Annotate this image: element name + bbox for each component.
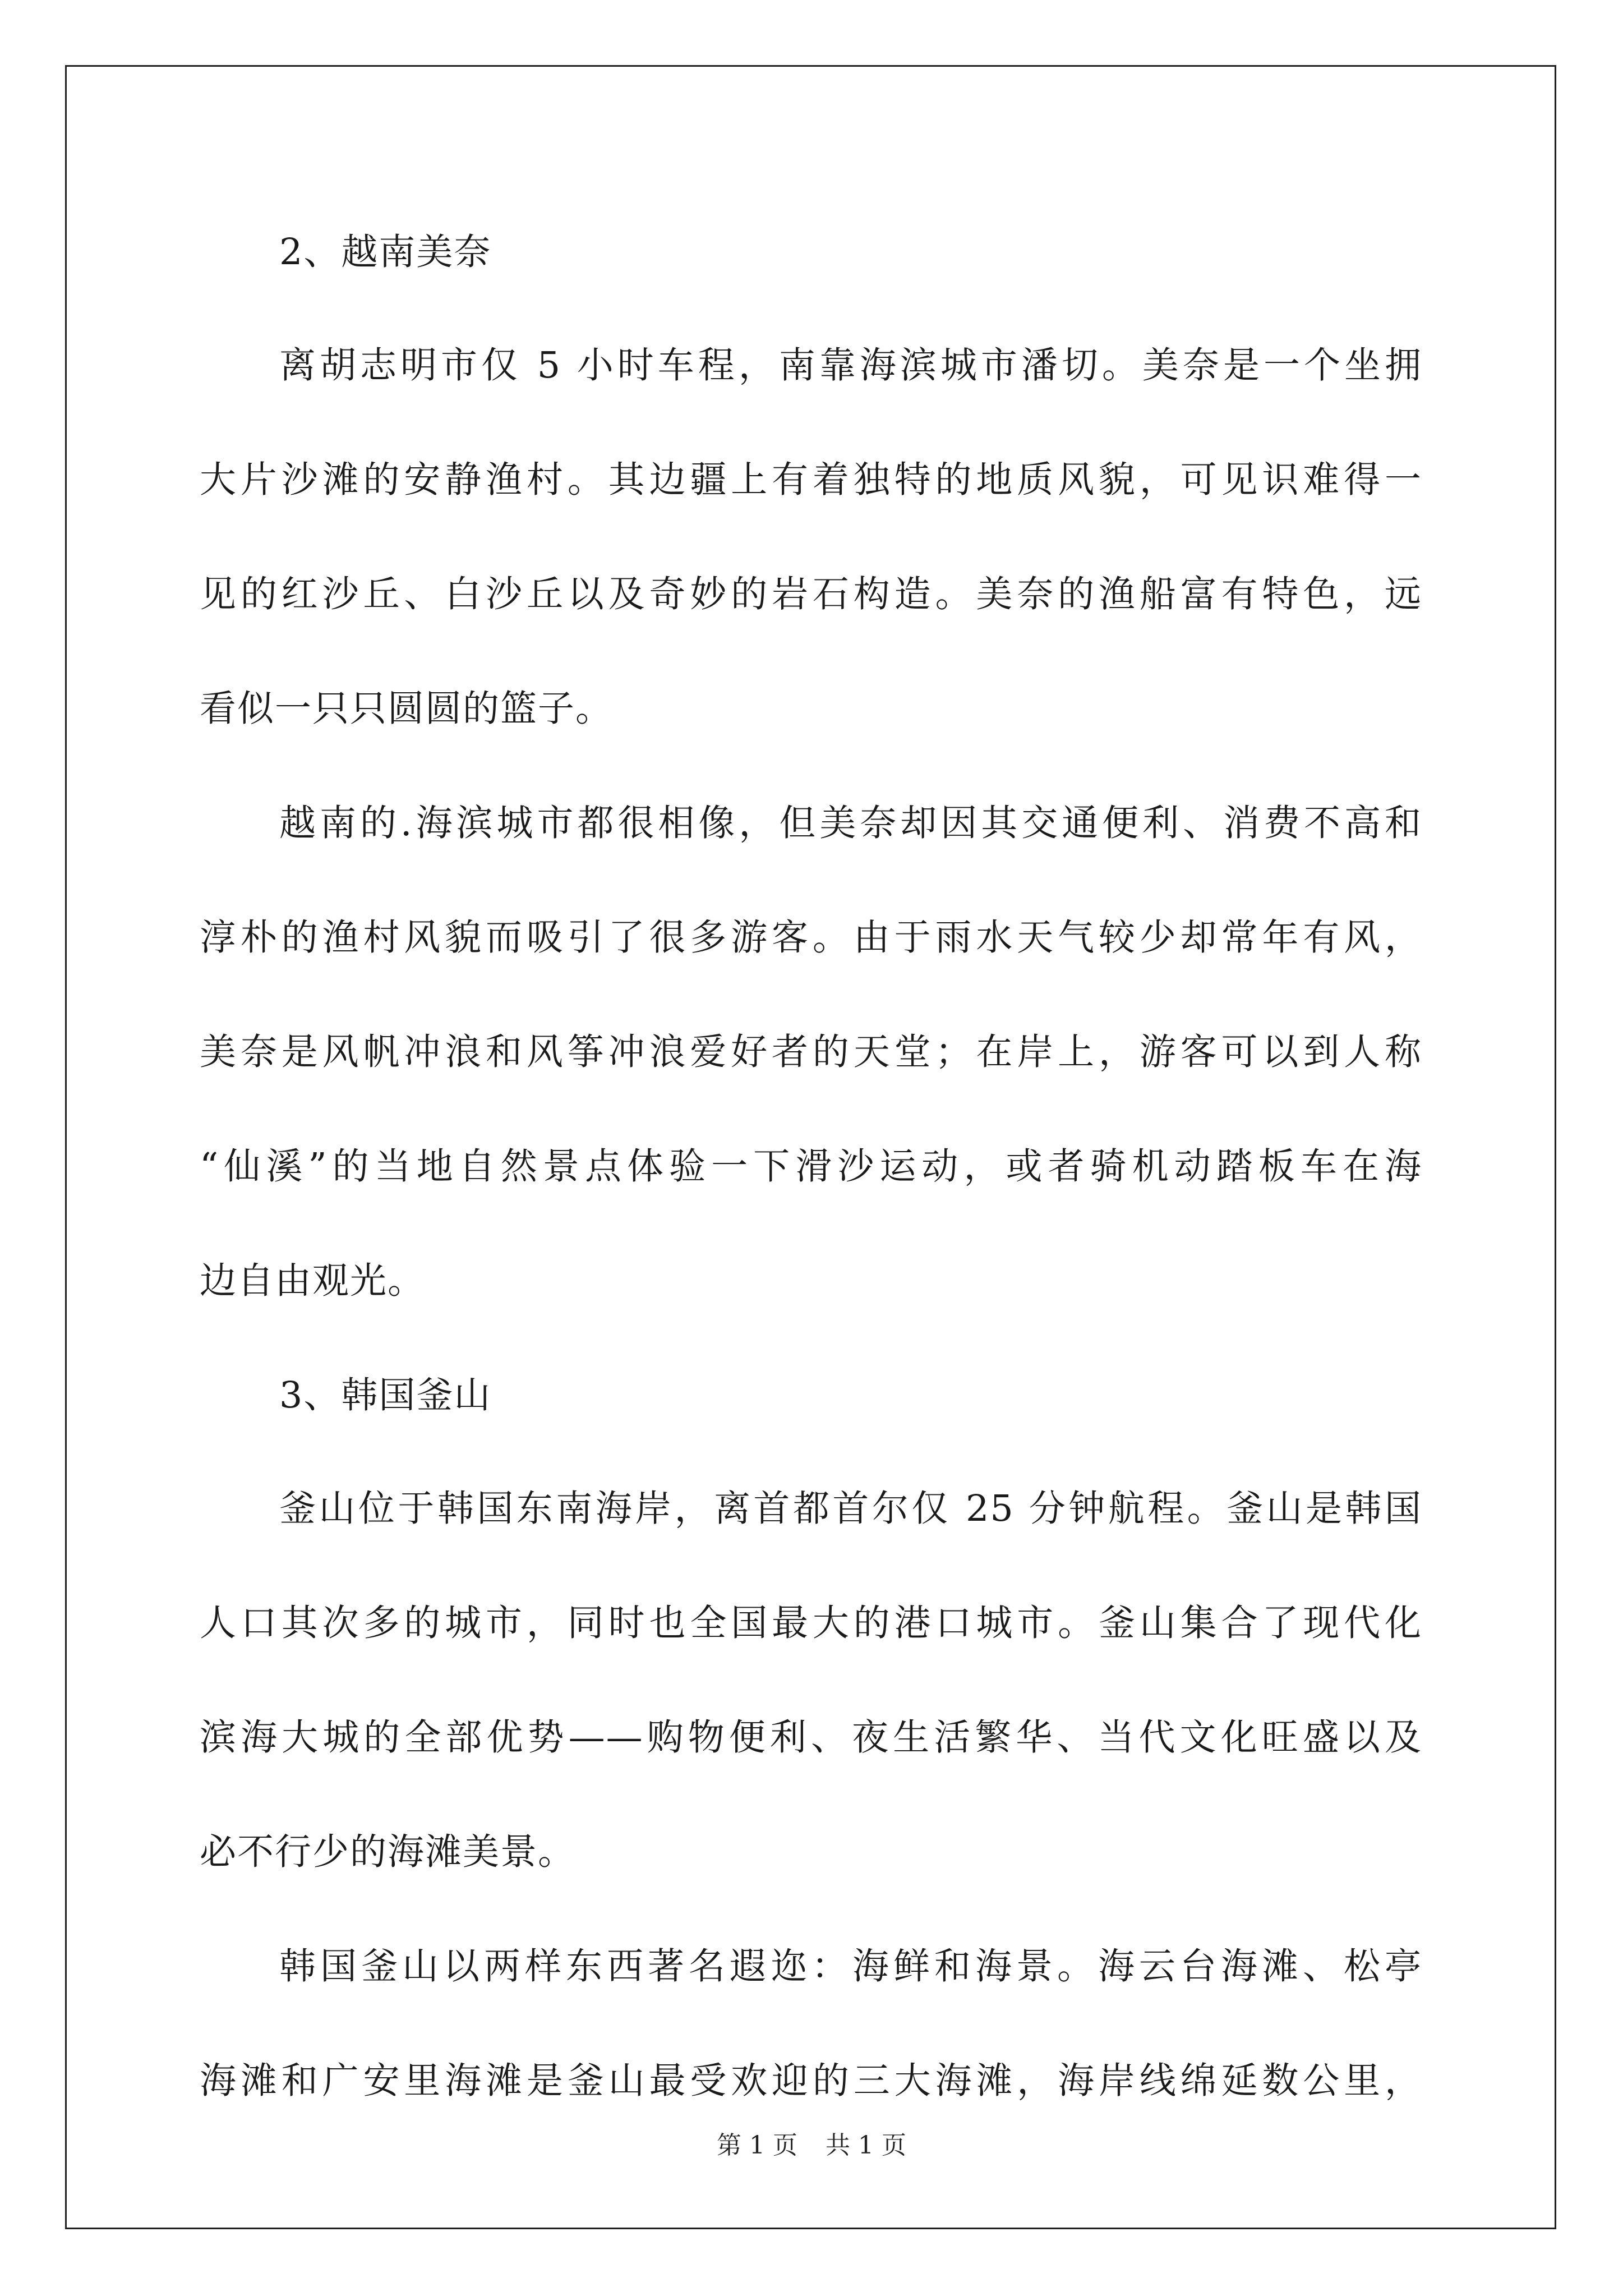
- paragraph-line: 釜山位于韩国东南海岸，离首都首尔仅 25 分钟航程。釜山是韩国: [279, 1488, 1422, 1530]
- document-body: [200, 219, 1422, 2162]
- paragraph-line: 见的红沙丘、白沙丘以及奇妙的岩石构造。美奈的渔船富有特色，远: [200, 573, 1422, 615]
- page-footer: [0, 2129, 1623, 2162]
- section-heading-vietnam: 2、越南美奈: [279, 231, 492, 273]
- paragraph-line: 边自由观光。: [200, 1260, 426, 1302]
- paragraph-line: 韩国釜山以两样东西著名遐迩：海鲜和海景。海云台海滩、松亭: [279, 1945, 1422, 1987]
- paragraph-line: “仙溪”的当地自然景点体验一下滑沙运动，或者骑机动踏板车在海: [200, 1145, 1422, 1188]
- page-number: 第 1 页: [717, 2131, 797, 2160]
- paragraph-line: 看似一只只圆圆的篮子。: [200, 688, 614, 730]
- paragraph-line: 人口其次多的城市，同时也全国最大的港口城市。釜山集合了现代化: [200, 1602, 1422, 1644]
- paragraph-line: 海滩和广安里海滩是釜山最受欢迎的三大海滩，海岸线绵延数公里，: [200, 2060, 1422, 2102]
- paragraph-line: 美奈是风帆冲浪和风筝冲浪爱好者的天堂；在岸上，游客可以到人称: [200, 1031, 1422, 1073]
- paragraph-line: 离胡志明市仅 5 小时车程，南靠海滨城市潘切。美奈是一个坐拥: [279, 344, 1422, 386]
- paragraph-line: 淳朴的渔村风貌而吸引了很多游客。由于雨水天气较少却常年有风，: [200, 917, 1422, 959]
- paragraph-line: 大片沙滩的安静渔村。其边疆上有着独特的地质风貌，可见识难得一: [200, 459, 1422, 501]
- paragraph-line: 滨海大城的全部优势——购物便利、夜生活繁华、当代文化旺盛以及: [200, 1717, 1422, 1759]
- section-heading-korea: 3、韩国釜山: [279, 1374, 492, 1416]
- paragraph-line: 越南的.海滨城市都很相像，但美奈却因其交通便利、消费不高和: [279, 802, 1422, 844]
- paragraph-line: 必不行少的海滩美景。: [200, 1831, 576, 1873]
- page-total: 共 1 页: [826, 2131, 906, 2160]
